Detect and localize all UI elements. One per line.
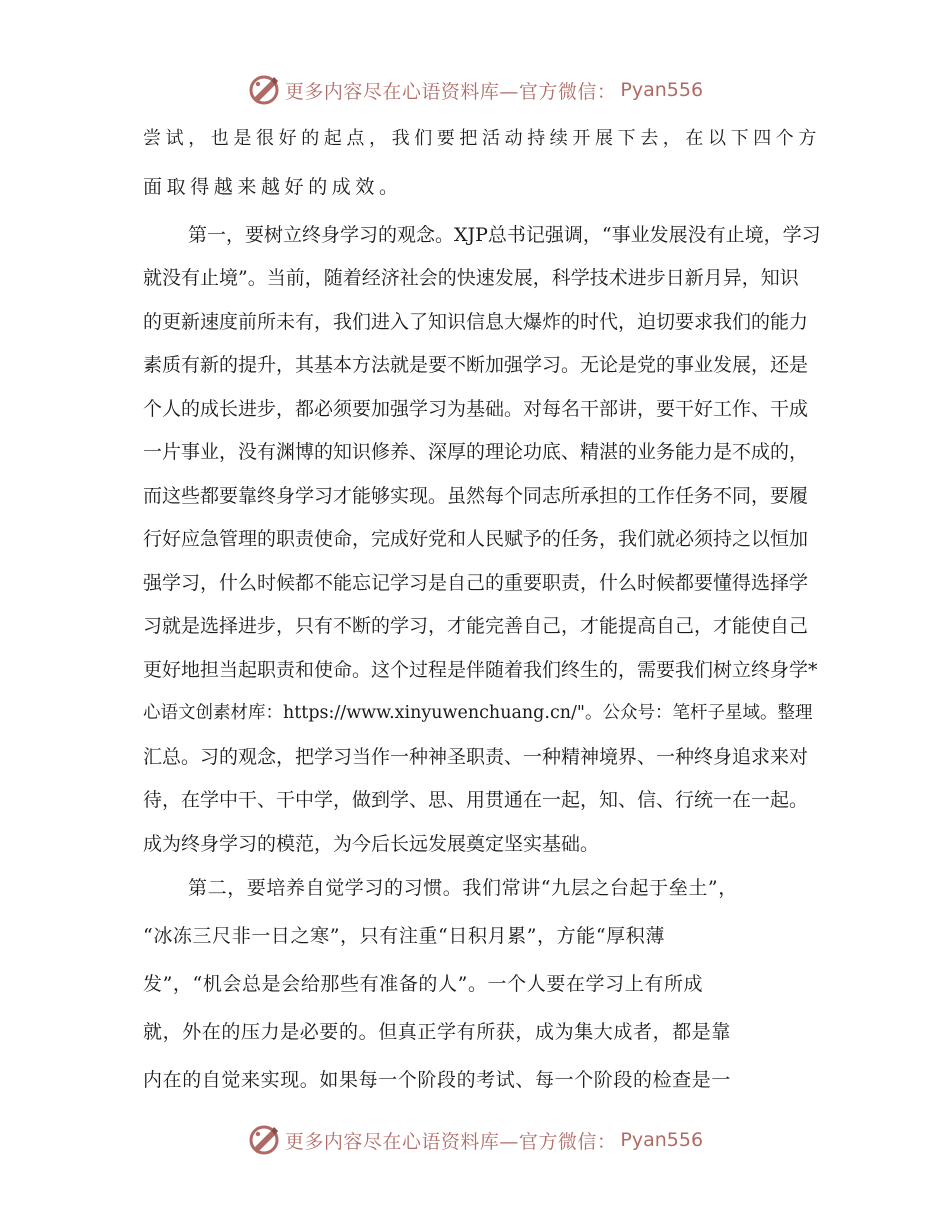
text-line: “冰冻三尺非一日之寒”，只有注重“日积月累”，方能“厚积薄 bbox=[143, 925, 665, 947]
text-line: 习就是选择进步，只有不断的学习，才能完善自己，才能提高自己，才能使自己 bbox=[143, 615, 809, 637]
text-line: 发”，“机会总是会给那些有准备的人”。一个人要在学习上有所成 bbox=[143, 973, 704, 995]
watermark-group bbox=[247, 1123, 703, 1157]
text-line: 尝试，也是很好的起点，我们要把活动持续开展下去，在以下四个方 bbox=[143, 128, 821, 149]
text-line: 强学习，什么时候都不能忘记学习是自己的重要职责，什么时候都要懂得选择学 bbox=[143, 572, 809, 594]
paragraph-first-line: 第一，要树立终身学习的观念。XJP总书记强调，“事业发展没有止境，学习 bbox=[188, 224, 821, 246]
watermark-wechat-id: Pyan556 bbox=[620, 1129, 704, 1151]
text-line: 个人的成长进步，都必须要加强学习为基础。对每名干部讲，要干好工作、干成 bbox=[143, 398, 809, 420]
text-line: 素质有新的提升，其基本方法就是要不断加强学习。无论是党的事业发展，还是 bbox=[143, 354, 809, 376]
paragraph-first-line: 第二，要培养自觉学习的习惯。我们常讲“九层之台起于垒土”， bbox=[188, 877, 738, 899]
text-line: 待，在学中干、干中学，做到学、思、用贯通在一起，知、信、行统一在一起。 bbox=[143, 789, 809, 811]
text-line: 一片事业，没有渊博的知识修养、深厚的理论功底、精湛的业务能力是不成的， bbox=[143, 441, 809, 463]
watermark-wechat-id: Pyan556 bbox=[620, 79, 704, 101]
footer-watermark bbox=[0, 1120, 950, 1160]
text-line: 就没有止境”。当前，随着经济社会的快速发展，科学技术进步日新月异，知识 bbox=[143, 267, 799, 289]
text-line: 的更新速度前所未有，我们进入了知识信息大爆炸的时代，迫切要求我们的能力 bbox=[143, 311, 809, 333]
text-line: 面取得越来越好的成效。 bbox=[143, 176, 403, 198]
pen-logo-icon bbox=[247, 73, 281, 107]
pen-logo-icon bbox=[247, 1123, 281, 1157]
text-line: 而这些都要靠终身学习才能够实现。虽然每个同志所承担的工作任务不同，要履 bbox=[143, 485, 809, 507]
text-line: 更好地担当起职责和使命。这个过程是伴随着我们终生的，需要我们树立终身学* bbox=[143, 659, 818, 681]
header-watermark bbox=[0, 70, 950, 110]
text-line: 成为终身学习的模范，为今后长远发展奠定坚实基础。 bbox=[143, 833, 600, 855]
text-line: 行好应急管理的职责使命，完成好党和人民赋予的任务，我们就必须持之以恒加 bbox=[143, 528, 809, 550]
text-line: 汇总。习的观念，把学习当作一种神圣职责、一种精神境界、一种终身追求来对 bbox=[143, 746, 809, 768]
watermark-group bbox=[247, 73, 703, 107]
text-line: 内在的自觉来实现。如果每一个阶段的考试、每一个阶段的检查是一 bbox=[143, 1069, 732, 1091]
text-line: 心语文创素材库：https://www.xinyuwenchuang.cn/"。公众号：笔杆子星域。整理 bbox=[143, 703, 813, 723]
watermark-text: 更多内容尽在心语资料库—官方微信： bbox=[284, 80, 617, 103]
text-line: 就，外在的压力是必要的。但真正学有所获，成为集大成者，都是靠 bbox=[143, 1021, 732, 1043]
watermark-text: 更多内容尽在心语资料库—官方微信： bbox=[284, 1130, 617, 1153]
